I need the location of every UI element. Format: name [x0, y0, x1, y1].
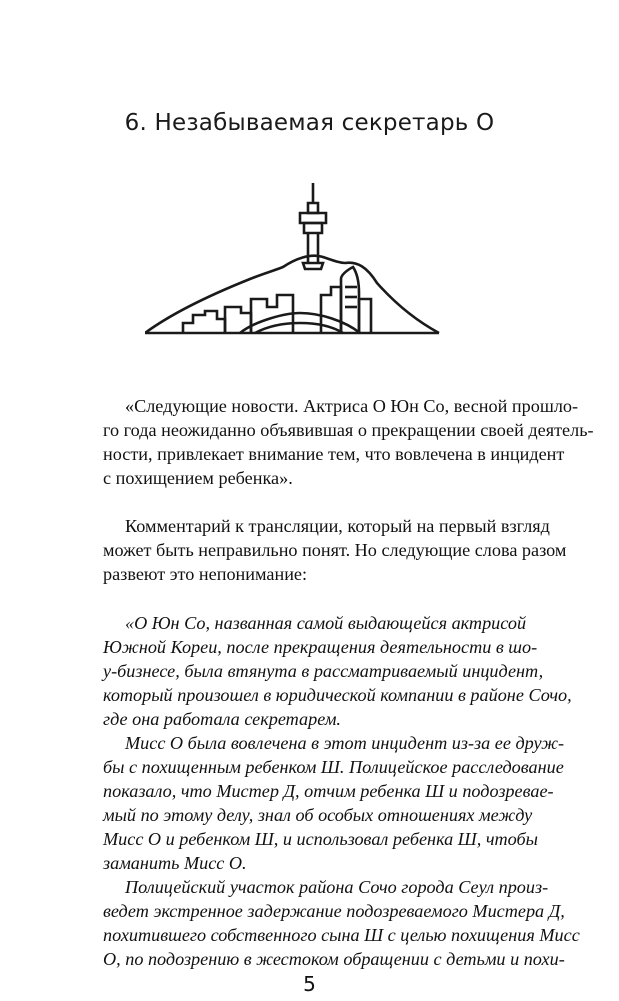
text-line: может быть неправильно понят. Но следующие слова разом: [103, 540, 567, 560]
quote-line: показало, что Мистер Д, отчим ребенка Ш и подозревае-: [103, 781, 554, 801]
city-skyline-icon: [145, 183, 445, 343]
quote-line: Мисс О была вовлечена в этот инцидент из-за ее друж-: [125, 733, 565, 753]
quote-line: мый по этому делу, знал об особых отношениях между: [103, 805, 533, 825]
text-line: Комментарий к трансляции, который на первый взгляд: [125, 516, 550, 536]
text-line: го года неожиданно объявившая о прекращении своей деятель-: [103, 420, 594, 440]
quote-line: где она работала секретарем.: [103, 709, 341, 729]
quote-line: Южной Кореи, после прекращения деятельности в шо-: [103, 637, 538, 657]
quote-line: заманить Мисс О.: [103, 853, 247, 873]
text-line: с похищением ребенка».: [103, 468, 293, 488]
page-number: 5: [303, 972, 316, 996]
quote-line: похитившего собственного сына Ш с целью похищения Мисс: [103, 925, 580, 945]
quote-line: бы с похищенным ребенком Ш. Полицейское расследование: [103, 757, 564, 777]
text-line: «Следующие новости. Актриса О Юн Со, весной прошло-: [125, 396, 579, 416]
quote-line: который произошел в юридической компании в районе Сочо,: [103, 685, 572, 705]
quote-line: Полицейский участок района Сочо города Сеул произ-: [125, 877, 549, 897]
quote-line: «О Юн Со, названная самой выдающейся актрисой: [125, 613, 527, 633]
quote-line: ведет экстренное задержание подозреваемого Мистера Д,: [103, 901, 565, 921]
text-line: ности, привлекает внимание тем, что вовлечена в инцидент: [103, 444, 565, 464]
quote-line: О, по подозрению в жестоком обращении с детьми и похи-: [103, 949, 565, 969]
text-line: развеют это непонимание:: [103, 564, 308, 584]
quote-line: у-бизнесе, была втянута в рассматриваемый инцидент,: [103, 661, 544, 681]
chapter-title: 6. Незабываемая секретарь О: [124, 110, 495, 136]
quote-line: Мисс О и ребенком Ш, и использовал ребенка Ш, чтобы: [103, 829, 538, 849]
